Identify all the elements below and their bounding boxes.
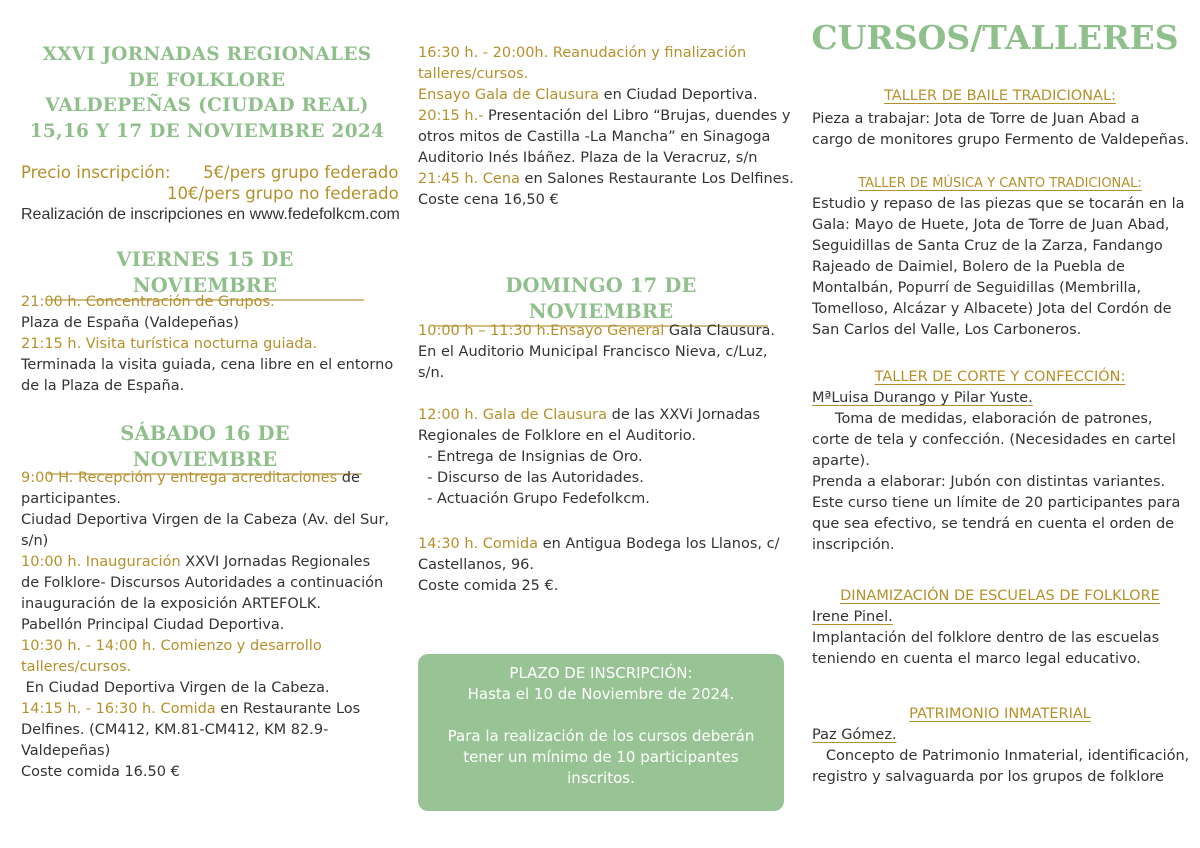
schedule-line: participantes.: [21, 491, 121, 507]
taller-corte-line: Este curso tiene un límite de 20 participantes para: [812, 495, 1181, 511]
schedule-line: 12:00 h. Gala de Clausura de las XXVi Jornadas: [418, 407, 761, 423]
schedule-line: 20:15 h.- Presentación del Libro “Brujas, duendes y: [418, 108, 791, 124]
schedule-line: Pabellón Principal Ciudad Deportiva.: [21, 617, 285, 633]
schedule-line: - Entrega de Insignias de Oro.: [418, 449, 643, 465]
cursos-heading-text: CURSOS/TALLERES: [811, 18, 1179, 57]
taller-baile-line: Pieza a trabajar: Jota de Torre de Juan Abad a: [812, 111, 1140, 127]
schedule-line: Auditorio Inés Ibáñez. Plaza de la Veracruz, s/n: [418, 150, 758, 166]
schedule-line: - Discurso de las Autoridades.: [418, 470, 644, 486]
taller-corte: [812, 366, 1188, 556]
taller-baile-title: TALLER DE BAILE TRADICIONAL:: [884, 88, 1116, 104]
taller-corte-line: corte de tela y confección. (Necesidades en cartel: [812, 432, 1176, 448]
schedule-line: inauguración de la exposición ARTEFOLK.: [21, 596, 321, 612]
domingo-heading: [434, 273, 768, 327]
schedule-line: 21:45 h. Cena en Salones Restaurante Los Delfines.: [418, 171, 794, 187]
schedule-line: de la Plaza de España.: [21, 378, 185, 394]
schedule-line: Ciudad Deportiva Virgen de la Cabeza (Av. del Sur,: [21, 512, 390, 528]
price-line: [21, 162, 401, 183]
schedule-line: - Actuación Grupo Fedefolkcm.: [418, 491, 650, 507]
taller-musica-line: San Carlos del Valle, Los Carboneros.: [812, 322, 1082, 338]
sabado-heading-text: SÁBADO 16 DE NOVIEMBRE: [48, 421, 362, 475]
schedule-line: Castellanos, 96.: [418, 557, 535, 573]
taller-musica-line: Gala: Mayo de Huete, Jota de Torre de Juan Abad,: [812, 217, 1170, 233]
schedule-line: En el Auditorio Municipal Francisco Nieva, c/Luz,: [418, 344, 768, 360]
taller-musica-line: Tomelloso, Alcázar y Albacete) Jota del Cordón de: [812, 301, 1172, 317]
taller-patrimonio-title: PATRIMONIO INMATERIAL: [909, 706, 1091, 722]
plazo-title: PLAZO DE INSCRIPCIÓN:: [509, 664, 693, 682]
taller-dinamizacion-line: teniendo en cuenta el marco legal educativo.: [812, 651, 1141, 667]
domingo-block-3: [418, 534, 798, 597]
schedule-line: 14:15 h. - 16:30 h. Comida en Restaurante Los: [21, 701, 361, 717]
taller-musica: [812, 174, 1188, 341]
schedule-line: s/n): [21, 533, 49, 549]
schedule-line: 10:30 h. - 14:00 h. Comienzo y desarrollo: [21, 638, 322, 654]
schedule-line: Coste cena 16,50 €: [418, 192, 559, 208]
cursos-heading: [800, 16, 1190, 60]
sabado-cont-block: [418, 43, 798, 211]
schedule-line: Coste comida 25 €.: [418, 578, 559, 594]
taller-dinamizacion-line: Implantación del folklore dentro de las escuelas: [812, 630, 1160, 646]
title-line: XXVI JORNADAS REGIONALES: [42, 44, 372, 65]
schedule-line: Terminada la visita guiada, cena libre en el entorno: [21, 357, 394, 373]
taller-corte-line: inscripción.: [812, 537, 895, 553]
schedule-line: En Ciudad Deportiva Virgen de la Cabeza.: [21, 680, 330, 696]
taller-corte-line: que sea efectivo, se tendrá en cuenta el orden de: [812, 516, 1175, 532]
plazo-note-line: inscritos.: [567, 769, 635, 787]
schedule-line: talleres/cursos.: [418, 66, 529, 82]
domingo-block-1: [418, 321, 798, 384]
schedule-line: 10:00 h – 11:30 h.Ensayo General Gala Clausura.: [418, 323, 775, 339]
schedule-line: 14:30 h. Comida en Antigua Bodega los Llanos, c/: [418, 536, 780, 552]
taller-musica-line: Seguidillas de Santa Cruz de la Zarza, Fandango: [812, 238, 1163, 254]
price-no-federado: 10€/pers grupo no federado: [167, 184, 399, 203]
taller-musica-title: TALLER DE MÚSICA Y CANTO TRADICIONAL:: [858, 176, 1142, 191]
taller-patrimonio: [812, 703, 1188, 788]
schedule-line: 16:30 h. - 20:00h. Reanudación y finalización: [418, 45, 747, 61]
schedule-line: otros mitos de Castilla -La Mancha” en Sinagoga: [418, 129, 771, 145]
taller-musica-line: Rajeado de Daimiel, Bolero de la Puebla de: [812, 259, 1125, 275]
viernes-heading-text: VIERNES 15 DE NOVIEMBRE: [46, 247, 364, 301]
schedule-line: Valdepeñas): [21, 743, 111, 759]
plazo-box: [418, 654, 784, 811]
taller-patrimonio-line: Concepto de Patrimonio Inmaterial, identificación,: [812, 748, 1190, 764]
inscripciones-text: Realización de inscripciones en www.fedefolkcm.com: [21, 206, 400, 223]
plazo-note-line: tener un mínimo de 10 participantes: [463, 748, 739, 766]
title-line: VALDEPEÑAS (CIUDAD REAL): [45, 95, 369, 116]
price-block: [21, 162, 401, 225]
plazo-date: Hasta el 10 de Noviembre de 2024.: [467, 685, 735, 703]
taller-corte-line: Prenda a elaborar: Jubón con distintas variantes.: [812, 474, 1166, 490]
taller-baile-line: cargo de monitores grupo Fermento de Valdepeñas.: [812, 132, 1190, 148]
taller-corte-line: Toma de medidas, elaboración de patrones,: [812, 411, 1153, 427]
taller-musica-line: Montalbán, Popurrí de Seguidillas (Membrilla,: [812, 280, 1142, 296]
title-line: 15,16 Y 17 DE NOVIEMBRE 2024: [29, 120, 385, 142]
plazo-note-line: Para la realización de los cursos deberán: [447, 727, 755, 745]
taller-corte-line: aparte).: [812, 453, 870, 469]
sabado-heading: [48, 421, 362, 475]
taller-musica-line: Estudio y repaso de las piezas que se tocarán en la: [812, 196, 1185, 212]
schedule-line: Delfines. (CM412, KM.81-CM412, KM 82.9-: [21, 722, 329, 738]
schedule-line: 10:00 h. Inauguración XXVI Jornadas Regionales: [21, 554, 371, 570]
taller-patrimonio-line: registro y salvaguarda por los grupos de folklore: [812, 769, 1164, 785]
sabado-block: [21, 468, 401, 783]
schedule-line: 21:00 h. Concentración de Grupos.: [21, 294, 275, 310]
event-title: [0, 42, 414, 144]
viernes-block: [21, 292, 401, 397]
taller-corte-title: TALLER DE CORTE Y CONFECCIÓN:: [874, 369, 1126, 385]
schedule-line: Ensayo Gala de Clausura en Ciudad Deportiva.: [418, 87, 758, 103]
taller-corte-teacher: MªLuisa Durango y Pilar Yuste.: [812, 390, 1033, 406]
title-line: DE FOLKLORE: [128, 69, 286, 91]
taller-baile: [812, 85, 1188, 151]
taller-dinamizacion: [812, 585, 1188, 670]
schedule-line: s/n.: [418, 365, 445, 381]
domingo-block-2: [418, 405, 798, 510]
schedule-line: de Folklore- Discursos Autoridades a continuación: [21, 575, 384, 591]
schedule-line: 9:00 H. Recepción y entrega acreditaciones de: [21, 470, 360, 486]
taller-dinamizacion-teacher: Irene Pinel.: [812, 609, 893, 625]
schedule-line: Plaza de España (Valdepeñas): [21, 315, 239, 331]
schedule-line: Coste comida 16.50 €: [21, 764, 180, 780]
price-federado: 5€/pers grupo federado: [203, 163, 399, 182]
schedule-line: 21:15 h. Visita turística nocturna guiada.: [21, 336, 318, 352]
schedule-line: Regionales de Folklore en el Auditorio.: [418, 428, 696, 444]
domingo-heading-text: DOMINGO 17 DE NOVIEMBRE: [434, 273, 768, 327]
taller-dinamizacion-title: DINAMIZACIÓN DE ESCUELAS DE FOLKLORE: [840, 588, 1160, 604]
taller-patrimonio-teacher: Paz Gómez.: [812, 727, 897, 743]
schedule-line: talleres/cursos.: [21, 659, 132, 675]
price-label: Precio inscripción:: [21, 163, 171, 182]
